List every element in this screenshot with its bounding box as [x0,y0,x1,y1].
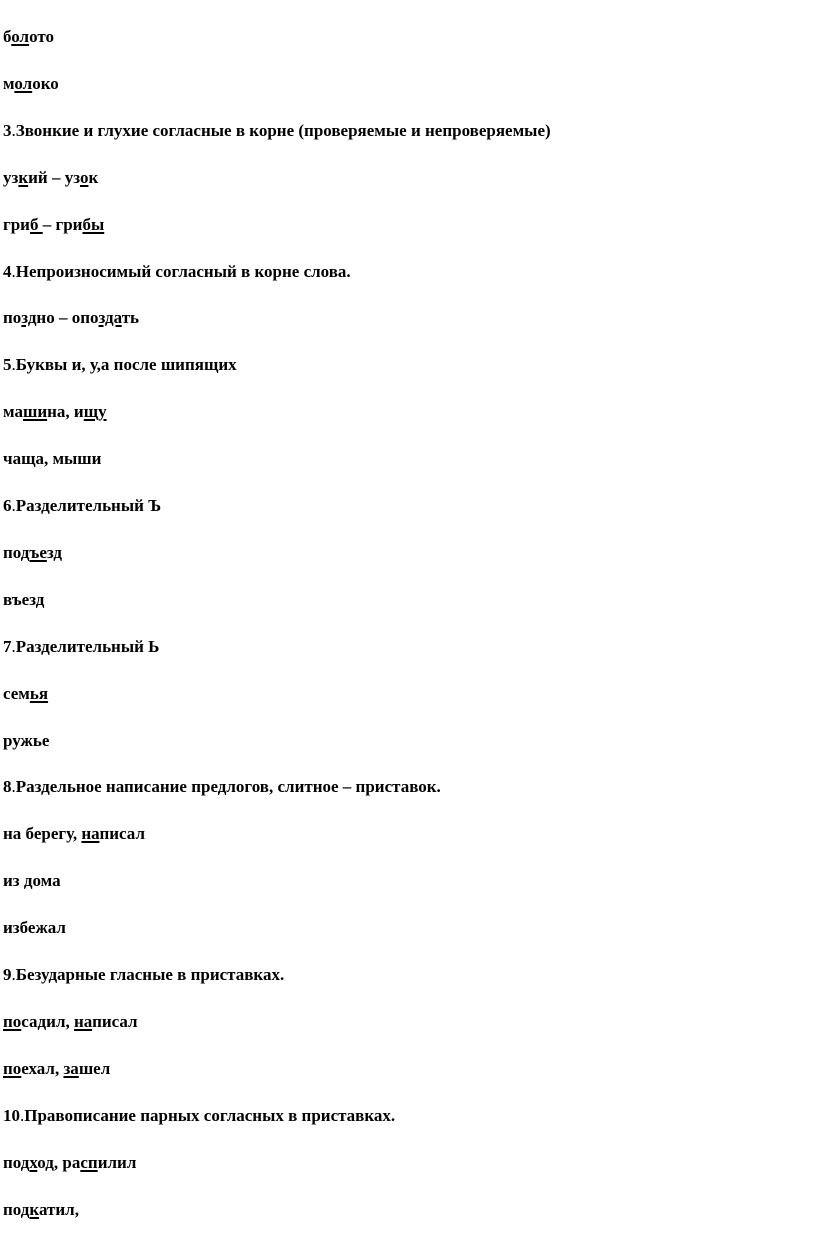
underlined-orthogram: б [29,214,43,234]
example-text: садил, [21,1011,74,1031]
section-number: 4 [3,261,12,281]
example-line [3,731,49,751]
example-text: из дома [3,871,61,891]
section-number-dot: . [11,355,16,375]
example-text: но – опо [36,308,99,328]
section-number: 5 [3,355,12,375]
example-line [3,1153,136,1173]
example-text: сем [3,683,30,703]
example-text: б [3,27,12,46]
example-text: ий – уз [28,167,80,187]
section-number: 10 [3,1105,20,1125]
underlined-orthogram: зд [21,308,37,328]
example-line [3,590,44,610]
example-text: илил [97,1152,137,1172]
underlined-orthogram: о [79,167,89,187]
example-line [3,27,54,47]
underlined-orthogram: ол [14,73,33,93]
example-line [3,1059,110,1079]
section-heading [3,1106,395,1126]
underlined-orthogram: на [73,1011,93,1031]
underlined-orthogram: х [29,1152,38,1172]
example-text: чаща, мыши [3,449,102,469]
example-text: на, и [47,402,84,422]
example-line [3,402,107,422]
underlined-orthogram: на [81,824,100,844]
section-number-dot: . [11,261,16,281]
example-text: ружье [3,730,50,750]
underlined-orthogram: за [63,1058,79,1078]
section-number-dot: . [11,120,16,140]
example-line [3,449,101,469]
example-text: око [32,73,59,93]
section-number: 9 [3,965,12,984]
example-line [3,168,98,188]
example-text: под [3,1199,30,1219]
underlined-orthogram: к [29,1199,39,1219]
example-text: од, ра [37,1152,81,1172]
example-line [3,215,104,235]
example-text: уз [3,167,19,187]
example-text: под [3,1152,30,1172]
example-text: – гри [42,214,83,234]
example-line [3,684,48,704]
example-text: гри [3,214,30,234]
section-number: 8 [3,777,12,797]
example-text: писал [92,1011,138,1031]
example-text: въезд [3,589,45,609]
section-heading [3,355,237,375]
example-text: по [3,308,22,328]
section-heading [3,637,159,657]
section-title: Непроизносимый согласный в корне слова. [15,261,351,281]
example-line [3,308,139,328]
example-line [3,871,61,891]
underlined-orthogram: сп [80,1152,98,1172]
example-line [3,918,66,938]
section-title: Правописание парных согласных в приставках. [24,1105,396,1125]
example-text: ото [29,27,55,46]
example-text: ма [3,402,23,422]
example-text: ть [121,308,140,328]
example-text: писал [99,824,145,844]
section-heading [3,777,441,797]
example-line [3,74,59,94]
section-number-dot: . [11,636,16,656]
underlined-orthogram: зда [98,308,122,328]
example-line [3,1200,79,1220]
underlined-orthogram: ья [29,683,49,703]
underlined-orthogram: по [3,1011,22,1031]
example-text: ехал, [21,1058,64,1078]
example-text: атил, [38,1199,79,1219]
section-title: Раздельное написание предлогов, слитное – приставок. [15,777,441,797]
section-heading [3,965,284,985]
underlined-orthogram: к [18,167,29,187]
section-heading [3,262,351,282]
section-number: 7 [3,636,12,656]
underlined-orthogram: по [3,1058,22,1078]
section-title: Разделительный Ь [15,636,160,656]
underlined-orthogram: щу [83,402,107,422]
section-title: Буквы и, у,а после шипящих [15,355,237,375]
underlined-orthogram: ол [11,27,30,46]
section-number-dot: . [11,496,16,515]
example-line [3,543,62,563]
underlined-orthogram: ъе [29,542,47,562]
example-text: избежал [3,918,66,938]
section-title: Безударные гласные в приставках. [15,965,285,984]
example-text: шел [78,1058,111,1078]
section-number-dot: . [11,965,16,984]
example-line [3,1012,138,1032]
section-number: 6 [3,496,12,515]
section-title: Разделительный Ъ [15,496,162,515]
section-number-dot: . [20,1105,25,1125]
example-line [3,824,145,844]
example-text: к [88,167,99,187]
example-text: на берегу, [3,824,82,844]
example-text: зд [46,542,62,562]
section-heading [3,121,551,141]
section-number-dot: . [11,777,16,797]
underlined-orthogram: бы [82,214,105,234]
section-title: Звонкие и глухие согласные в корне (проверяемые и непроверяемые) [15,120,551,140]
section-heading [3,496,161,516]
underlined-orthogram: ши [22,402,48,422]
section-number: 3 [3,120,12,140]
example-text: под [3,542,30,562]
example-text: м [3,73,15,93]
